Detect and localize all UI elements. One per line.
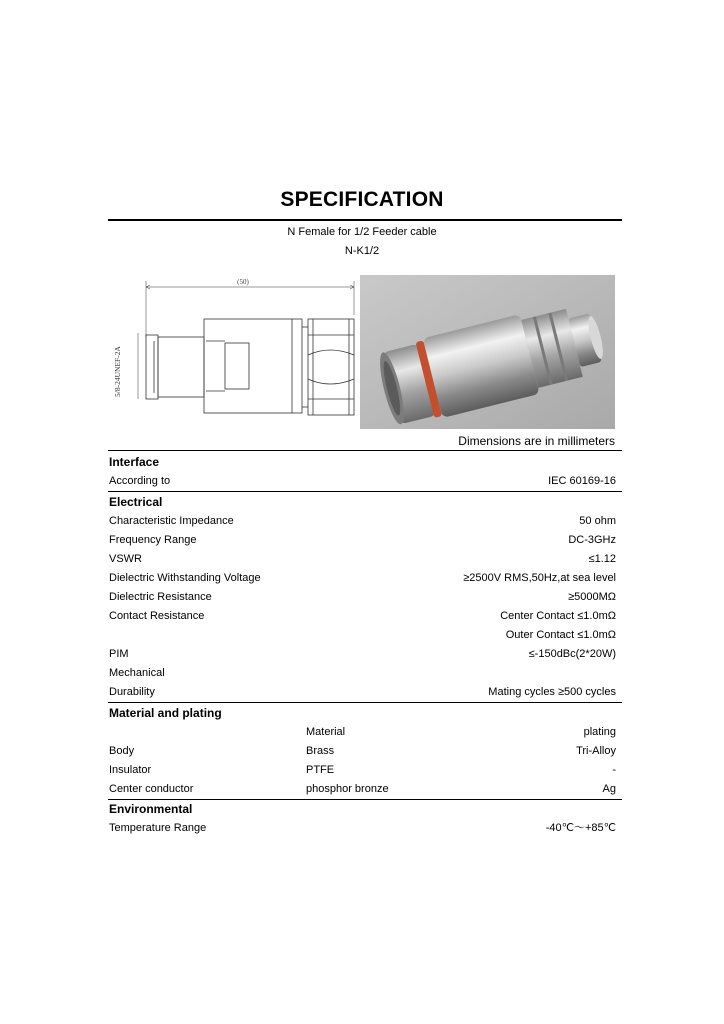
spec-row <box>109 645 616 664</box>
spec-row <box>109 664 616 683</box>
thread-label: 5/8-24UNEF-2A <box>113 346 122 397</box>
connector-drawing <box>108 275 360 435</box>
spec-value: DC-3GHz <box>568 534 616 546</box>
spec-row <box>109 607 616 626</box>
spec-value: 50 ohm <box>579 515 616 527</box>
spec-label: Durability <box>109 686 155 698</box>
spec-row <box>109 512 616 531</box>
heading-text: Material and plating <box>109 706 222 720</box>
product-model: N-K1/2 <box>344 245 380 257</box>
material-row <box>109 780 616 799</box>
section-heading-interface <box>109 453 616 472</box>
page-title: SPECIFICATION <box>280 188 444 211</box>
spec-label: Temperature Range <box>109 822 207 834</box>
dimension-note: Dimensions are in millimeters <box>458 434 615 448</box>
spec-value: Outer Contact ≤1.0mΩ <box>505 629 616 641</box>
spec-value: -40℃～+85℃ <box>545 822 616 834</box>
spec-label: Characteristic Impedance <box>109 515 234 527</box>
spec-label: Frequency Range <box>109 534 197 546</box>
spec-row <box>109 472 616 491</box>
material-header-row <box>109 723 616 742</box>
spec-row <box>109 531 616 550</box>
heading-text: Interface <box>109 455 160 469</box>
part-label: Body <box>109 745 135 757</box>
heading-text: Environmental <box>109 802 193 816</box>
spec-value: ≤-150dBc(2*20W) <box>528 648 616 660</box>
spec-row <box>109 683 616 702</box>
spec-label: PIM <box>109 648 129 660</box>
spec-value: ≥5000MΩ <box>568 591 616 603</box>
spec-value: ≤1.12 <box>588 553 616 565</box>
column-header-plating: plating <box>583 726 616 738</box>
spec-label: Dielectric Withstanding Voltage <box>109 572 261 584</box>
product-photo <box>360 275 615 429</box>
plating-value: - <box>612 764 616 776</box>
material-value: Brass <box>306 745 335 757</box>
spec-label: VSWR <box>109 553 142 565</box>
spec-value: Center Contact ≤1.0mΩ <box>500 610 616 622</box>
dimension-label: (50) <box>237 278 249 286</box>
product-description: N Female for 1/2 Feeder cable <box>287 226 437 238</box>
title-divider <box>108 219 622 221</box>
column-header-material: Material <box>306 726 346 738</box>
spec-value: IEC 60169-16 <box>548 475 616 487</box>
heading-text: Electrical <box>109 495 163 509</box>
spec-value: Mating cycles ≥500 cycles <box>488 686 616 698</box>
material-value: phosphor bronze <box>306 783 389 795</box>
plating-value: Ag <box>602 783 616 795</box>
section-heading-material <box>109 704 616 723</box>
material-value: PTFE <box>306 764 335 776</box>
spec-row <box>109 569 616 588</box>
section-heading-environmental <box>109 800 616 819</box>
section-divider <box>108 450 622 451</box>
part-label: Insulator <box>109 764 152 776</box>
plating-value: Tri-Alloy <box>576 745 616 757</box>
spec-label: Mechanical <box>109 667 165 679</box>
material-row <box>109 742 616 761</box>
spec-row <box>109 550 616 569</box>
part-label: Center conductor <box>109 783 194 795</box>
spec-row <box>109 588 616 607</box>
section-divider <box>108 491 622 492</box>
spec-label: Contact Resistance <box>109 610 205 622</box>
material-row <box>109 761 616 780</box>
spec-row <box>109 819 616 838</box>
spec-label: Dielectric Resistance <box>109 591 212 603</box>
spec-value: ≥2500V RMS,50Hz,at sea level <box>463 572 616 584</box>
spec-row <box>109 626 616 645</box>
section-divider <box>108 702 622 703</box>
spec-label: According to <box>109 475 171 487</box>
section-heading-electrical <box>109 493 616 512</box>
